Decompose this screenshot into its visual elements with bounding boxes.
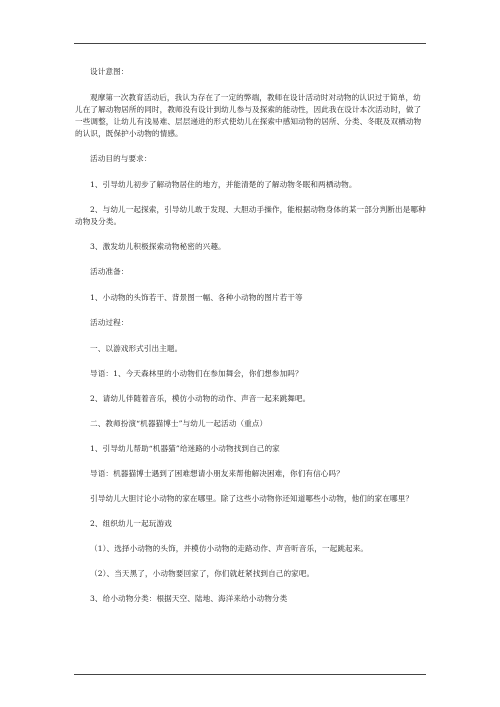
objective-2: 2、与幼儿一起探索，引导幼儿敢于发现、大胆动手操作，能根据动物身体的某一部分判断出是哪种动物及分类。 (75, 205, 426, 226)
process-step-1: 一、以游戏形式引出主题。 (90, 344, 183, 353)
paragraph-design-intent: 观摩第一次教育活动后，我认为存在了一定的弊端，教师在设计活动时对动物的认识过于简单，幼儿在了解动物居所的同时，教师没有设计到幼儿参与及探索的能动性，因此我在设计本次活动时，做了一些调整，让幼儿有浅易难、层层递进的形式使幼儿在探索中感知动物的居所、分类、冬眠及双栖动物的认识，既保护小动物的情感。 (75, 93, 422, 138)
objective-3: 3、激发幼儿积极探索动物秘密的兴趣。 (90, 242, 226, 251)
heading-design-intent: 设计意图： (90, 67, 129, 76)
process-step-2-discussion: 引导幼儿大胆讨论小动物的家在哪里。除了这些小动物你还知道哪些小动物，他们的家在哪里？ (90, 494, 414, 503)
document-body (75, 66, 427, 617)
process-game-2: （2）、当天黑了，小动物要回家了，你们就赶紧找到自己的家吧。 (90, 569, 315, 578)
process-game-1: （1）、选择小动物的头饰，并模仿小动物的走路动作、声音听音乐，一起跳起来。 (90, 544, 369, 553)
preparation-1: 1、小动物的头饰若干、背景图一幅、各种小动物的图片若干等 (90, 293, 303, 302)
process-lead-in-1: 导语：1、今天森林里的小动物们在参加舞会，你们想参加吗？ (90, 369, 303, 378)
process-step-2: 二、教师扮演“机器猫博士”与幼儿一起活动（重点） (90, 419, 268, 428)
heading-process: 活动过程： (90, 318, 129, 327)
header-rule (74, 43, 426, 44)
heading-objectives: 活动目的与要求： (90, 154, 152, 163)
footer-rule (74, 674, 426, 675)
process-lead-in-2: 2、请幼儿伴随着音乐，模仿小动物的动作、声音一起来跳舞吧。 (90, 394, 311, 403)
heading-preparation: 活动准备： (90, 267, 129, 276)
process-step-2-1: 1、引导幼儿帮助“机器猫”给迷路的小动物找到自己的家 (90, 444, 280, 453)
objective-1: 1、引导幼儿初步了解动物居住的地方，并能清楚的了解动物冬眠和两栖动物。 (90, 180, 357, 189)
process-step-2-2: 2、组织幼儿一起玩游戏 (90, 519, 172, 528)
process-step-2-lead-in: 导语：机器猫博士遇到了困难想请小朋友来帮他解决困难，你们有信心吗？ (90, 469, 344, 478)
process-step-2-3: 3、给小动物分类：根据天空、陆地、海洋来给小动物分类 (90, 594, 288, 603)
